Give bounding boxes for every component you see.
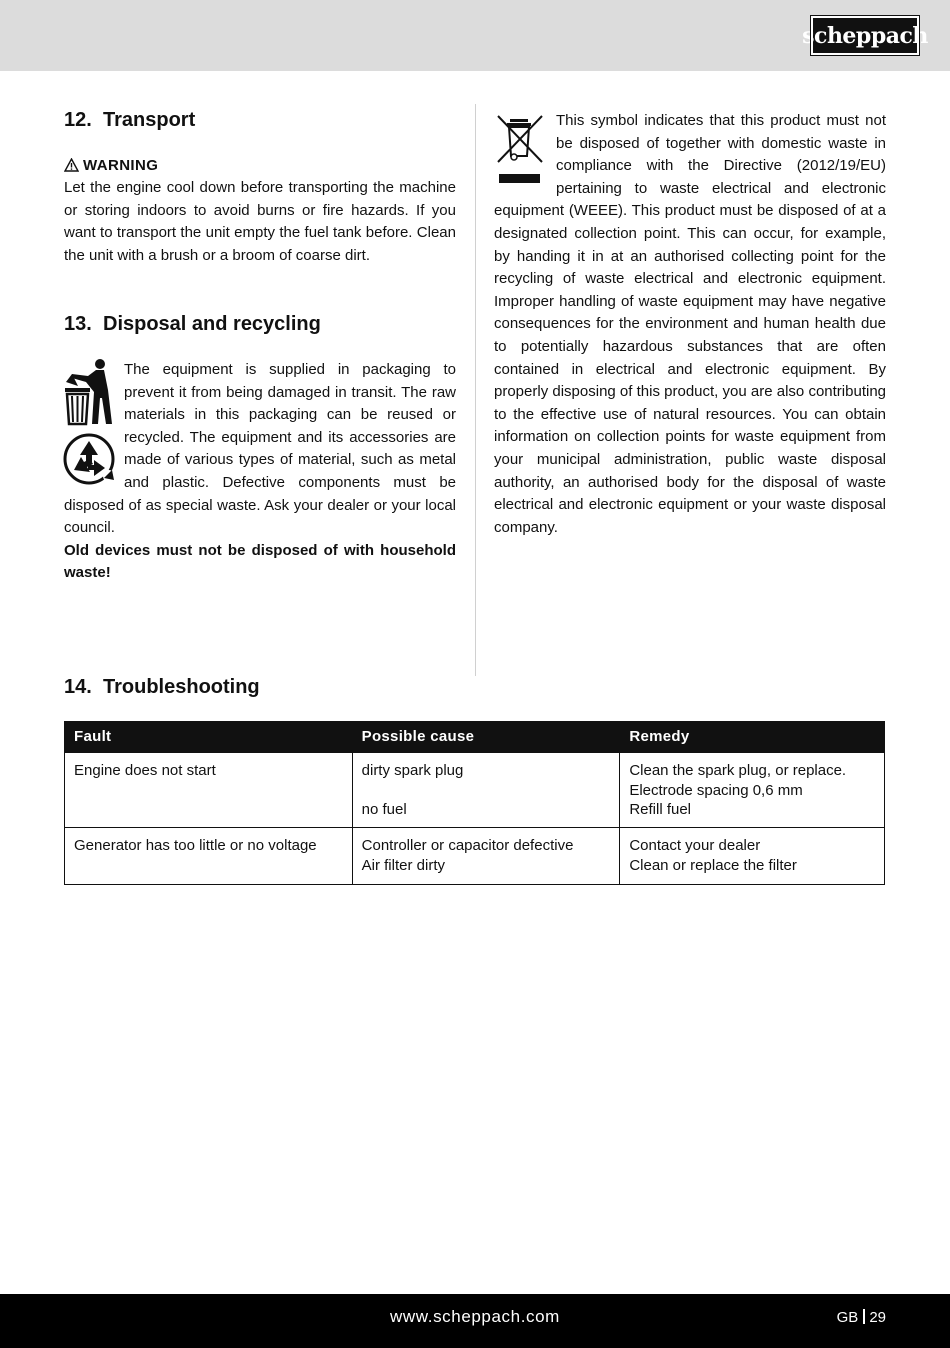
transport-heading bbox=[64, 108, 195, 132]
disposal-text: The equipment is supplied in packaging to prevent it from being damaged in transit. The raw materials in this packaging can be reused or recycled. The equipment and its accessories are made of various types of material, such as metal and plastic. Defective components must be disposed of as special waste. Ask your dealer or your local council. bbox=[64, 361, 456, 537]
disposal-title: Disposal and recycling bbox=[103, 313, 321, 335]
troubleshooting-table bbox=[64, 721, 885, 885]
table-header-row bbox=[65, 721, 885, 753]
troubleshooting-heading bbox=[64, 675, 260, 699]
remedy-text: Electrode spacing 0,6 mm bbox=[629, 781, 803, 799]
troubleshooting-number: 14. bbox=[64, 676, 92, 698]
transport-text: Let the engine cool down before transporting the machine or storing indoors to avoid burns or fire hazards. If you want to transport the unit empty the fuel tank before. Clean the unit with a brush or a broom of coarse dirt. bbox=[64, 179, 456, 264]
troubleshooting-title: Troubleshooting bbox=[103, 676, 260, 698]
remedy-cell bbox=[620, 753, 885, 828]
column-header-fault: Fault bbox=[65, 721, 353, 753]
cause-text: Controller or capacitor defective bbox=[361, 837, 574, 854]
footer-page-number bbox=[837, 1309, 886, 1326]
warning-triangle-icon bbox=[64, 158, 79, 172]
disposal-text-block bbox=[64, 359, 456, 585]
footer-url: www.scheppach.com bbox=[390, 1307, 560, 1326]
column-header-cause: Possible cause bbox=[352, 721, 620, 753]
weee-icon-spacer bbox=[494, 110, 556, 198]
table-row bbox=[65, 828, 885, 885]
warning-label bbox=[64, 156, 158, 176]
transport-number: 12. bbox=[64, 109, 92, 131]
remedy-cell bbox=[620, 828, 885, 885]
brand-logo: scheppach bbox=[811, 16, 919, 55]
column-header-remedy: Remedy bbox=[620, 721, 885, 753]
weee-text: This symbol indicates that this product must not be disposed of together with domestic waste in compliance with the Directive (2012/19/EU) pertaining to waste electrical and electronic equipment (WEEE). This product must be disposed of at a designated collection point. This can occur, for example, by handing it in at an authorised collecting point for the recycling of waste electrical and electronic equipment. Improper handling of waste equipment may have negative consequences for the environment and human health due to potentially hazardous substances that are often contained in electrical and electronic equipment. By properly disposing of this product, you are also contributing to the effective use of natural resources. You can obtain information on collection points for waste equipment from your municipal administration, public waste disposal authority, an authorised body for the disposal of waste electrical and electronic equipment or your waste disposal company. bbox=[494, 112, 886, 536]
cause-text: Air filter dirty bbox=[361, 856, 445, 874]
footer-page: 29 bbox=[869, 1309, 886, 1326]
cause-text: no fuel bbox=[361, 801, 407, 818]
fault-text: Generator has too little or no voltage bbox=[74, 837, 317, 854]
remedy-text: Contact your dealer bbox=[629, 837, 761, 854]
disposal-number: 13. bbox=[64, 313, 92, 335]
cause-cell bbox=[352, 753, 620, 828]
remedy-text: Clean or replace the filter bbox=[629, 856, 797, 874]
table-row bbox=[65, 753, 885, 828]
disposal-heading bbox=[64, 312, 321, 336]
footer-language: GB bbox=[836, 1309, 859, 1326]
disposal-bold-text: Old devices must not be disposed of with household waste! bbox=[64, 541, 456, 582]
cause-text: dirty spark plug bbox=[361, 762, 464, 779]
remedy-text: Refill fuel bbox=[629, 801, 692, 818]
column-divider bbox=[475, 104, 476, 676]
warning-text: WARNING bbox=[83, 157, 159, 174]
weee-text-block bbox=[494, 110, 886, 539]
fault-text: Engine does not start bbox=[74, 762, 216, 779]
icon-float-spacer bbox=[64, 359, 124, 489]
remedy-text: Clean the spark plug, or replace. bbox=[629, 762, 847, 779]
fault-cell bbox=[65, 753, 353, 828]
cause-cell bbox=[352, 828, 620, 885]
transport-title: Transport bbox=[103, 109, 196, 131]
fault-cell bbox=[65, 828, 353, 885]
footer-separator bbox=[863, 1309, 865, 1324]
